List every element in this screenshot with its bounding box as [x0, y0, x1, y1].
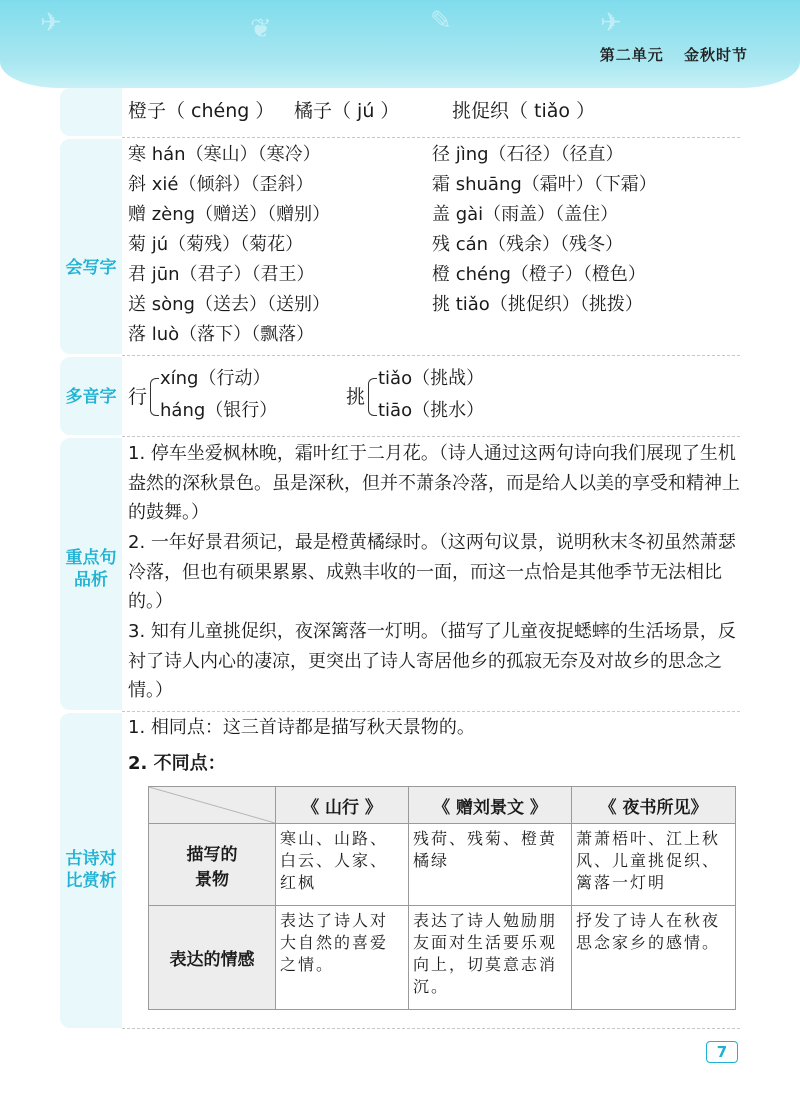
table-row — [149, 824, 736, 906]
pencil-icon: ✎ — [430, 6, 452, 36]
write-char-item: 寒 hán（寒山）（寒冷） — [128, 144, 321, 165]
polyphone-char: 行 — [128, 386, 148, 408]
write-char-item: 霜 shuāng（霜叶）（下霜） — [432, 174, 657, 195]
word-pinyin: （ chéng ） — [166, 100, 275, 122]
table-cell: 寒山、山路、白云、人家、红枫 — [276, 824, 409, 906]
word-pinyin: （ tiǎo ） — [509, 100, 596, 122]
section-label-polyphone: 多音字 — [65, 387, 117, 407]
section-label-key: 重点句 品析 — [65, 548, 117, 590]
key-sentence: 1. 停车坐爱枫林晚，霜叶红于二月花。（诗人通过这两句诗向我们展现了生机盎然的深秋景色。虽是深秋，但并不萧条冷落，而是给人以美的享受和精神上的鼓舞。） — [128, 443, 740, 523]
word-item — [128, 96, 274, 123]
word-pinyin: （ jú ） — [332, 100, 400, 122]
write-char-item: 残 cán（残余）（残冬） — [432, 234, 624, 255]
table-header-row — [149, 787, 736, 824]
brace-icon — [368, 378, 377, 416]
polyphone-reading: xíng（行动） — [160, 368, 271, 389]
table-cell: 表达了诗人勉励朋友面对生活要乐观向上，切莫意志消沉。 — [409, 906, 572, 1010]
row-header: 描写的 景物 — [149, 824, 276, 906]
polyphone-reading: tiǎo（挑战） — [378, 368, 485, 389]
compare-point: 1. 相同点：这三首诗都是描写秋天景物的。 — [128, 717, 475, 738]
unit-label: 第二单元 — [599, 46, 664, 64]
leaf-icon: ❦ — [250, 14, 272, 44]
unit-title: 金秋时节 — [683, 46, 748, 64]
word-hanzi: 橙子 — [128, 100, 167, 122]
write-char-item: 斜 xié（倾斜）（歪斜） — [128, 174, 314, 195]
side-strip-words — [60, 88, 122, 136]
table-row — [149, 906, 736, 1010]
comparison-table — [148, 786, 736, 1010]
row-header: 表达的情感 — [149, 906, 276, 1010]
section-label-write: 会写字 — [65, 258, 117, 278]
polyphone-reading: tiāo（挑水） — [378, 400, 485, 421]
write-char-item: 挑 tiǎo（挑促织）（挑拨） — [432, 294, 643, 315]
column-header: 《 山行 》 — [276, 787, 409, 824]
write-char-item: 盖 gài（雨盖）（盖住） — [432, 204, 619, 225]
divider — [122, 711, 740, 712]
divider — [122, 1028, 740, 1029]
divider — [122, 355, 740, 356]
column-header: 《 赠刘景文 》 — [409, 787, 572, 824]
header-title — [586, 44, 748, 65]
word-hanzi: 挑促织 — [452, 100, 510, 122]
diagonal-line — [149, 787, 275, 823]
write-char-item: 送 sòng（送去）（送别） — [128, 294, 330, 315]
polyphone-reading: háng（银行） — [160, 400, 278, 421]
polyphone-char: 挑 — [346, 386, 366, 408]
write-char-item: 径 jìng（石径）（径直） — [432, 144, 624, 165]
side-strip-write — [60, 139, 122, 354]
table-corner — [149, 787, 276, 824]
write-char-item: 赠 zèng（赠送）（赠别） — [128, 204, 331, 225]
write-char-item: 橙 chéng（橙子）（橙色） — [432, 264, 646, 285]
column-header: 《 夜书所见》 — [572, 787, 736, 824]
divider — [122, 436, 740, 437]
paper-plane-icon: ✈ — [600, 8, 622, 38]
word-item — [452, 96, 595, 123]
paper-plane-icon: ✈ — [40, 8, 62, 38]
write-char-item: 菊 jú（菊残）（菊花） — [128, 234, 304, 255]
brace-icon — [150, 378, 159, 416]
key-sentence: 2. 一年好景君须记，最是橙黄橘绿时。（这两句议景，说明秋末冬初虽然萧瑟冷落，但也有硕果累累、成熟丰收的一面，而这一点恰是其他季节无法相比的。） — [128, 532, 736, 612]
table-cell: 表达了诗人对大自然的喜爱之情。 — [276, 906, 409, 1010]
write-char-item: 落 luò（落下）（飘落） — [128, 324, 315, 345]
section-label-compare: 古诗对 比赏析 — [65, 849, 117, 891]
table-cell: 残荷、残菊、橙黄橘绿 — [409, 824, 572, 906]
divider — [122, 137, 740, 138]
table-cell: 抒发了诗人在秋夜思念家乡的感情。 — [572, 906, 736, 1010]
compare-point: 2. 不同点： — [128, 753, 226, 774]
key-sentence: 3. 知有儿童挑促织，夜深篱落一灯明。（描写了儿童夜捉蟋蟀的生活场景，反衬了诗人内心的凄凉，更突出了诗人寄居他乡的孤寂无奈及对故乡的思念之情。） — [128, 621, 736, 701]
word-hanzi: 橘子 — [294, 100, 333, 122]
write-char-item: 君 jūn（君子）（君王） — [128, 264, 315, 285]
word-item — [294, 96, 399, 123]
page-number: 7 — [706, 1041, 738, 1063]
table-cell: 萧萧梧叶、江上秋风、儿童挑促织、篱落一灯明 — [572, 824, 736, 906]
